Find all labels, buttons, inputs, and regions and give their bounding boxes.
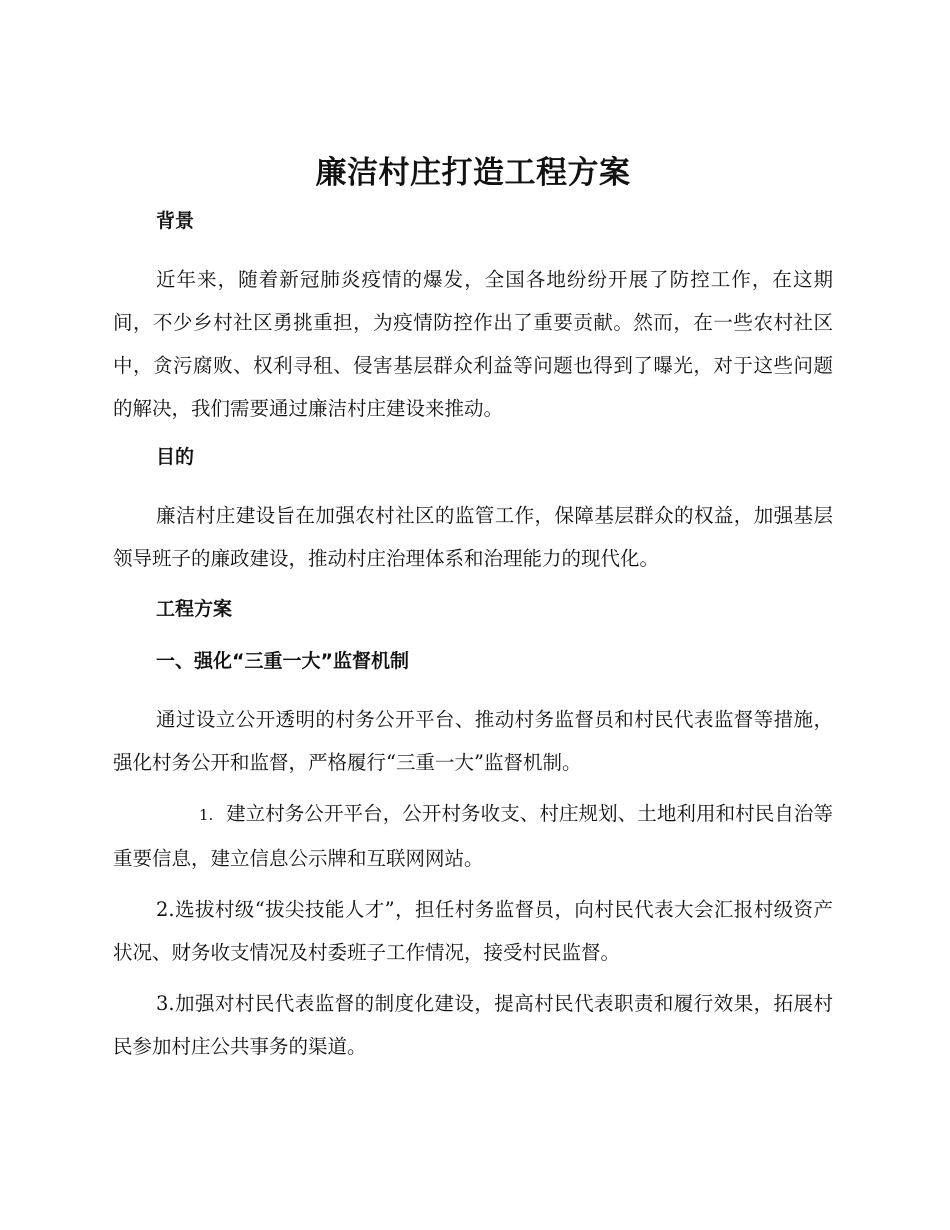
paragraph-background: 近年来，随着新冠肺炎疫情的爆发，全国各地纷纷开展了防控工作，在这期间，不少乡村社区勇挑重担，为疫情防控作出了重要贡献。然而，在一些农村社区中，贪污腐败、权利寻租、侵害基层群众利益等问题也得到了曝光，对于这些问题的解决，我们需要通过廉洁村庄建设来推动。 xyxy=(113,268,833,420)
section-heading-background: 背景 xyxy=(156,210,195,232)
list-item-1-number: 1. xyxy=(199,806,214,824)
list-item-1 xyxy=(113,792,833,880)
list-item-1-text: 建立村务公开平台，公开村务收支、村庄规划、土地利用和村民自治等重要信息，建立信息公示牌和互联网网站。 xyxy=(113,802,833,870)
paragraph-supervision: 通过设立公开透明的村务公开平台、推动村务监督员和村民代表监督等措施，强化村务公开和监督，严格履行“三重一大”监督机制。 xyxy=(113,708,833,774)
subsection-heading-supervision: 一、强化“三重一大”监督机制 xyxy=(156,650,409,672)
section-heading-purpose: 目的 xyxy=(156,446,195,468)
paragraph-purpose: 廉洁村庄建设旨在加强农村社区的监管工作，保障基层群众的权益，加强基层领导班子的廉政建设，推动村庄治理体系和治理能力的现代化。 xyxy=(113,504,833,570)
document-title: 廉洁村庄打造工程方案 xyxy=(315,155,631,191)
list-item-3: 3.加强对村民代表监督的制度化建设，提高村民代表职责和履行效果，拓展村民参加村庄公共事务的渠道。 xyxy=(113,992,833,1058)
section-heading-plan: 工程方案 xyxy=(156,598,233,620)
list-item-2: 2.选拔村级“拔尖技能人才”，担任村务监督员，向村民代表大会汇报村级资产状况、财务收支情况及村委班子工作情况，接受村民监督。 xyxy=(113,898,833,964)
document-body xyxy=(113,150,833,1076)
